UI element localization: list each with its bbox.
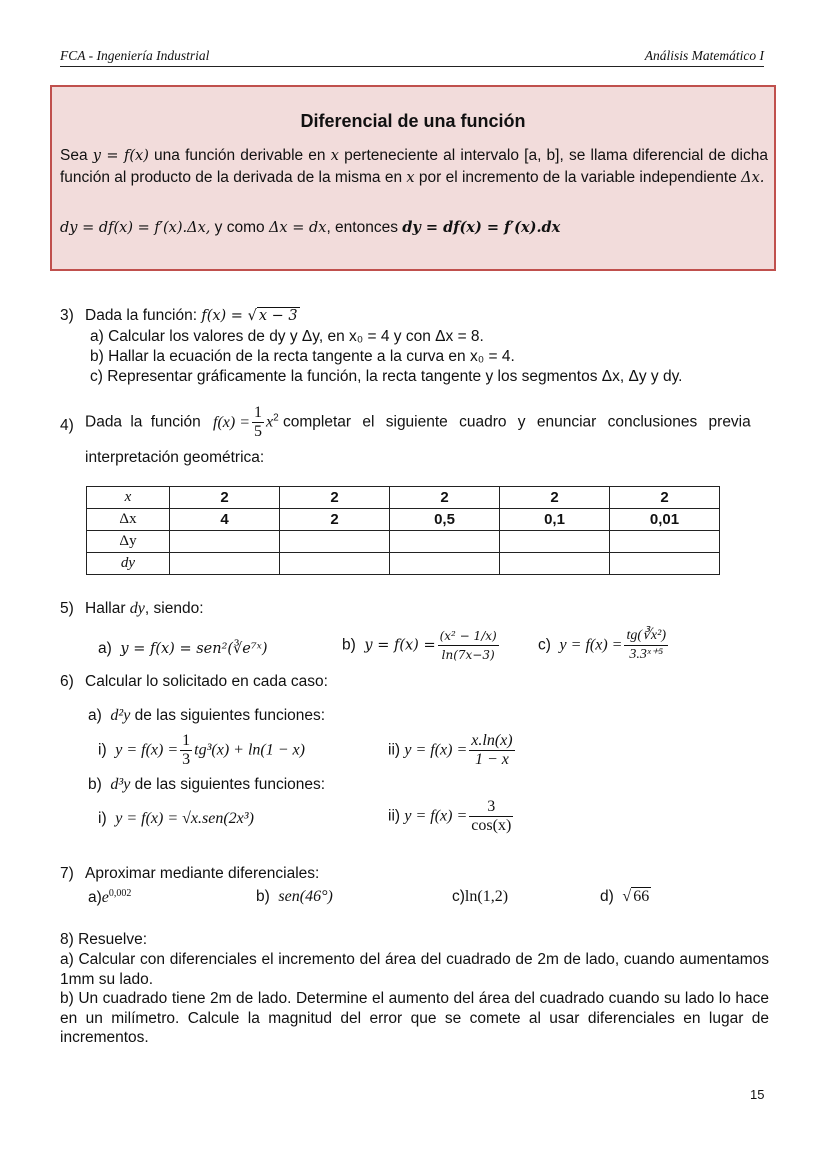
ex8-b: b) Un cuadrado tiene 2m de lado. Determine el aumento del área del cuadrado cuando su lado lo hace en un milímetro. Calcule la magnitud del error que se comete al usar diferenciales en lugar de incrementos. — [60, 990, 769, 1046]
table-row — [87, 509, 720, 531]
table-cell — [170, 531, 280, 553]
table-row-label: Δy — [87, 531, 170, 553]
table-cell: 4 — [170, 509, 280, 531]
ex6-a: a) d²y de las siguientes funciones: — [88, 707, 326, 724]
ex6-a-i: i) y = f(x) = $\frac{1}{3}$ tg³(x) + ln(1 − x) — [98, 732, 305, 768]
ex7-a: $a)e^{0,002}$ — [88, 888, 132, 907]
definition-paragraph: Sea y = f(x) una función derivable en x perteneciente al intervalo [a, b], se llama diferencial de dicha función al producto de la derivada de la misma en x por el incremento de la variable independiente Δx. — [60, 147, 768, 186]
ex7-b: b) sen(46°) — [256, 888, 333, 905]
ex3-a: a) Calcular los valores de dy y Δy, en x₀ = 4 y con Δx = 8. — [90, 328, 484, 345]
table-cell: 0,1 — [500, 509, 610, 531]
definition-title: Diferencial de una función — [300, 111, 526, 131]
definition-box — [50, 85, 776, 271]
ex7-intro: Aproximar mediante diferenciales: — [85, 865, 320, 882]
table-cell: 0,5 — [390, 509, 500, 531]
ex8-title: 8) Resuelve: — [60, 931, 148, 948]
table-cell — [390, 531, 500, 553]
table-cell — [280, 531, 390, 553]
ex5-b: b) y = f(x) = $\frac{\text{(x² − 1/x)}}{\ln(7x-3)}$ — [342, 629, 497, 662]
ex4-line2: interpretación geométrica: — [85, 449, 265, 466]
ex4-table — [86, 486, 720, 575]
ex7-c: c)ln(1,2) — [452, 888, 509, 905]
table-cell — [610, 531, 720, 553]
ex6-a-ii: ii) y = f(x) = $\frac{x.\ln(x)}{1 - x}$ — [388, 732, 513, 768]
ex7-d: d) √ 66 — [600, 888, 650, 905]
ex6-b: b) d³y de las siguientes funciones: — [88, 776, 326, 793]
ex5-c: c) y = f(x) = $\frac{\text{tg(∛x²)}}{\text{3.3ˣ⁺⁵}}$ — [538, 628, 666, 662]
ex5-intro: Hallar dy, siendo: — [85, 600, 204, 617]
table-cell: 2 — [170, 487, 280, 509]
ex3-number: 3) — [60, 307, 74, 324]
table-row-label: x — [87, 487, 170, 509]
page-number: 15 — [750, 1087, 765, 1102]
ex6-number: 6) — [60, 673, 74, 690]
table-cell — [500, 553, 610, 575]
table-cell — [610, 553, 720, 575]
ex7-number: 7) — [60, 865, 74, 882]
table-row — [87, 553, 720, 575]
ex6-intro: Calcular lo solicitado en cada caso: — [85, 673, 328, 690]
table-cell: 2 — [610, 487, 720, 509]
table-cell: 2 — [280, 509, 390, 531]
table-cell — [390, 553, 500, 575]
ex4-intro: Dada la función f(x) = $\frac{1}{5}$ $x^2$ completar el siguiente cuadro y enunciar conclusiones previa — [85, 404, 751, 440]
ex6-b-ii: ii) y = f(x) = $\frac{3}{\cos(x)}$ — [388, 798, 512, 834]
header-left: FCA - Ingeniería Industrial — [60, 48, 210, 63]
table-cell: 2 — [500, 487, 610, 509]
ex6-b-i: i) y = f(x) = √x.sen(2x³) — [98, 810, 254, 827]
table-cell: 0,01 — [610, 509, 720, 531]
table-cell — [280, 553, 390, 575]
table-row-label: Δx — [87, 509, 170, 531]
ex3-c: c) Representar gráficamente la función, la recta tangente y los segmentos Δx, Δy y dy. — [90, 368, 683, 385]
definition-formula: dy = df(x) = f′(x).Δx, y como Δx = dx, entonces dy = df(x) = f′(x).dx — [60, 219, 561, 236]
table-row — [87, 531, 720, 553]
table-cell — [170, 553, 280, 575]
ex4-number: 4) — [60, 417, 74, 434]
ex5-number: 5) — [60, 600, 74, 617]
table-row-label: dy — [87, 553, 170, 575]
ex8-a: a) Calcular con diferenciales el incremento del área del cuadrado de 2m de lado, cuando aumentamos 1mm su lado. — [60, 951, 769, 988]
table-cell — [500, 531, 610, 553]
table-cell: 2 — [390, 487, 500, 509]
page-header — [60, 48, 764, 67]
ex3-intro: Dada la función: f(x) = √ x − 3 — [85, 307, 298, 324]
header-right: Análisis Matemático I — [644, 48, 764, 63]
ex3-b: b) Hallar la ecuación de la recta tangente a la curva en x₀ = 4. — [90, 348, 515, 365]
ex5-a: a) y = f(x) = sen²(∛e⁷ˣ) — [98, 640, 268, 657]
table-row — [87, 487, 720, 509]
table-cell: 2 — [280, 487, 390, 509]
